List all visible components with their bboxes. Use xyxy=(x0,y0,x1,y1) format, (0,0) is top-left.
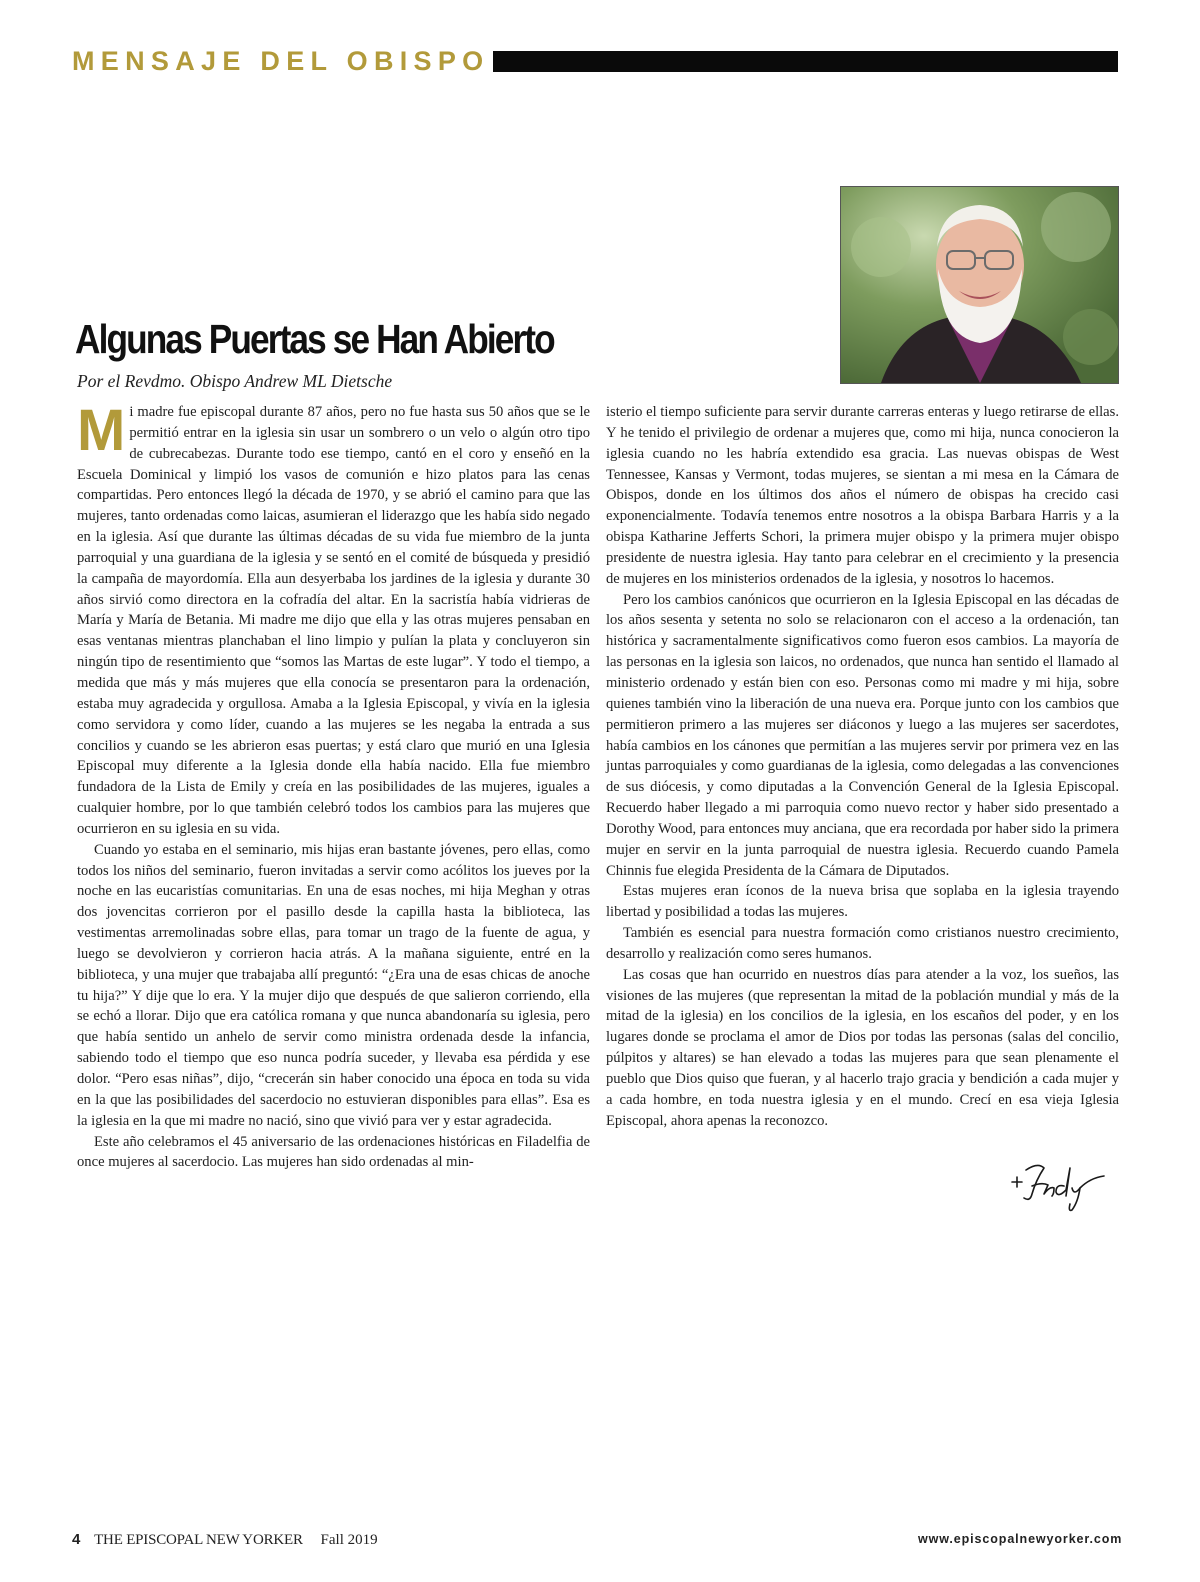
section-title: MENSAJE DEL OBISPO xyxy=(72,45,490,76)
article-byline: Por el Revdmo. Obispo Andrew ML Dietsche xyxy=(77,371,393,391)
signature-image xyxy=(1008,1158,1108,1214)
signature xyxy=(1008,1158,1108,1214)
issue-label: Fall 2019 xyxy=(320,1532,378,1548)
paragraph: Cuando yo estaba en el seminario, mis hijas eran bastante jóvenes, pero ellas, como todos los niños del seminario, fueron invitadas a servir como acólitos los jueves por la noche en las eucaristías comunitarias. En una de esas noches, mi hija Meghan y otras dos jovencitas corrieron por el pasillo desde la capilla hasta la biblioteca, las vestimentas arremolinadas sobre ellas, para tomar un trago de la fuente de agua, y luego se devolvieron y corrieron hacia atrás. A la mañana siguiente, entré en la biblioteca, y una mujer que trabajaba allí preguntó: “¿Era una de esas chicas de anoche tu hija?” Y dije que lo era. Y la mujer dijo que después de que salieron corriendo, ella se echó a llorar. Dijo que era católica romana y que nunca abandonaría su iglesia, pero que había sentido un anhelo de servir como ministra ordenada desde la infancia, sabiendo todo el tiempo que eso nunca podría suceder, y llevaba esa pérdida y ese dolor. “Pero esas niñas”, dijo, “crecerán sin haber conocido una época en toda su vida en la que las posibilidades del sacerdocio no estuvieran disponibles para ellas”. Esa es la iglesia en la que mi madre no nació, sino que vivió para ver y estar agradecida. xyxy=(77,841,590,1129)
publication-name: THE EPISCOPAL NEW YORKER xyxy=(94,1532,303,1548)
paragraph xyxy=(77,398,590,840)
footer-left xyxy=(72,1531,378,1549)
drop-cap: M xyxy=(77,398,126,463)
section-header xyxy=(72,44,1118,78)
paragraph: isterio el tiempo suficiente para servir durante carreras enteras y luego retirarse de ellas. Y he tenido el privilegio de ordenar a mujeres que, como mi hija, nunca conocieron la iglesia cuando no les habría extendido esa gracia. Las nuevas obispas de West Tennessee, Kansas y Vermont, todas mujeres, se sientan a mi mesa en la Cámara de Obispos, donde en los últimos dos años el número de obispas ha crecido casi exponencialmente. Todavía tenemos entre nosotros a la obispa Barbara Harris y a la obispa Katharine Jefferts Schori, la primera mujer obispo y la primera mujer obispo presidente de nuestra iglesia. Hay tanto para celebrar en el crecimiento y la presencia de mujeres en los ministerios ordenados de la iglesia, y nosotros lo hacemos. xyxy=(606,404,1119,587)
section-divider-bar xyxy=(493,51,1118,72)
article-column-right xyxy=(606,402,1119,1132)
page-number: 4 xyxy=(72,1531,81,1548)
article-headline: Algunas Puertas se Han Abierto xyxy=(75,316,554,362)
paragraph: Las cosas que han ocurrido en nuestros días para atender a la voz, los sueños, las visiones de las mujeres (que representan la mitad de la población mundial y más de la mitad de la iglesia) en los concilios de la iglesia, en los escaños del poder, y en los lugares donde se proclama el amor de Dios por todas las personas (salas del concilio, púlpitos y altares) se han elevado a todas las mujeres para que sean plenamente el pueblo que Dios quiso que fueran, y al hacerlo trajo gracia y bendición a cada mujer y a cada hombre, en toda nuestra iglesia y en el mundo. Crecí en esa vieja Iglesia Episcopal, ahora apenas la reconozco. xyxy=(606,966,1119,1129)
paragraph: Pero los cambios canónicos que ocurrieron en la Iglesia Episcopal en las décadas de los años sesenta y setenta no solo se relacionaron con el acceso a la ordenación, tan histórica y sacramentalmente significativos como fueron esos cambios. La mayoría de las personas en la iglesia son laicos, no ordenados, que nunca han sentido el llamado al ministerio ordenado y están bien con eso. Personas como mi madre y mi hija, sobre quienes también vino la liberación de una nueva era. Porque junto con los cambios que permitieron primero a las mujeres ser diáconos y luego a las mujeres ser sacerdotes, había cambios en los cánones que permitían a las mujeres servir por primera vez en las juntas parroquiales y como guardianas de la iglesia, como delegadas a las convenciones de sus diócesis, y como diputadas a la Convención General de la Iglesia Episcopal. Recuerdo haber llegado a mi parroquia como nuevo rector y haber sido presentado a Dorothy Wood, para entonces muy anciana, que era recordada por haber sido la primera mujer en servir en la junta parroquial de nuestra iglesia. Recuerdo cuando Pamela Chinnis fue elegida Presidenta de la Cámara de Diputados. xyxy=(606,591,1119,879)
paragraph: También es esencial para nuestra formación como cristianos nuestro crecimiento, desarrollo y realización como seres humanos. xyxy=(606,925,1119,962)
paragraph-text: i madre fue episcopal durante 87 años, pero no fue hasta sus 50 años que se le permitió entrar en la iglesia sin usar un sombrero o un velo o algún otro tipo de cubrecabezas. Durante todo ese tiempo, cantó en el coro y enseñó en la Escuela Dominical y limpió los vasos de comunión e hizo platos para las cenas compartidas. Pero entonces llegó la década de 1970, y se abrió el camino para que las mujeres, tanto ordenadas como laicas, asumieran el liderazgo que les había sido negado en la iglesia. Así que durante las últimas décadas de su vida fue miembro de la junta parroquial y una guardiana de la iglesia y se sentó en el comité de búsqueda y presidió la campaña de mayordomía. Ella aun desyerbaba los jardines de la iglesia y durante 30 años sirvió como directora en la cofradía del altar. En la sacristía había vidrieras de María y María de Betania. Mi madre me dijo que ella y las otras mujeres pensaban en esas ventanas mientras planchaban el lino limpio y pulían la plata y concluyeron sin ningún tipo de resentimiento que “somos las Martas de este lugar”. Y todo el tiempo, a medida que más y más mujeres que ella conocía se presentaron para la ordenación, estaba muy agradecida y orgullosa. Amaba a la Iglesia Episcopal, y vivía en la iglesia como servidora y como líder, cuando a las mujeres se les negaba la entrada a sus concilios y cuando se les abrieron esas puertas; y está claro que murió en una Iglesia Episcopal muy diferente a la Iglesia donde ella había nacido. Ella fue miembro fundadora de la Lista de Emily y creía en las posibilidades de las mujeres, iguales a cualquier hombre, por lo que también celebró todos los cambios para las mujeres que ocurrieron en su iglesia en su vida. xyxy=(77,404,590,837)
article-column-left xyxy=(77,398,590,1173)
paragraph: Estas mujeres eran íconos de la nueva brisa que soplaba en la iglesia trayendo libertad y posibilidad a todas las mujeres. xyxy=(606,883,1119,921)
website-link[interactable]: www.episcopalnewyorker.com xyxy=(918,1532,1123,1546)
paragraph: Este año celebramos el 45 aniversario de las ordenaciones históricas en Filadelfia de once mujeres al sacerdocio. Las mujeres han sido ordenadas al min- xyxy=(77,1133,590,1171)
author-photo xyxy=(840,186,1119,384)
portrait-image xyxy=(841,187,1118,383)
